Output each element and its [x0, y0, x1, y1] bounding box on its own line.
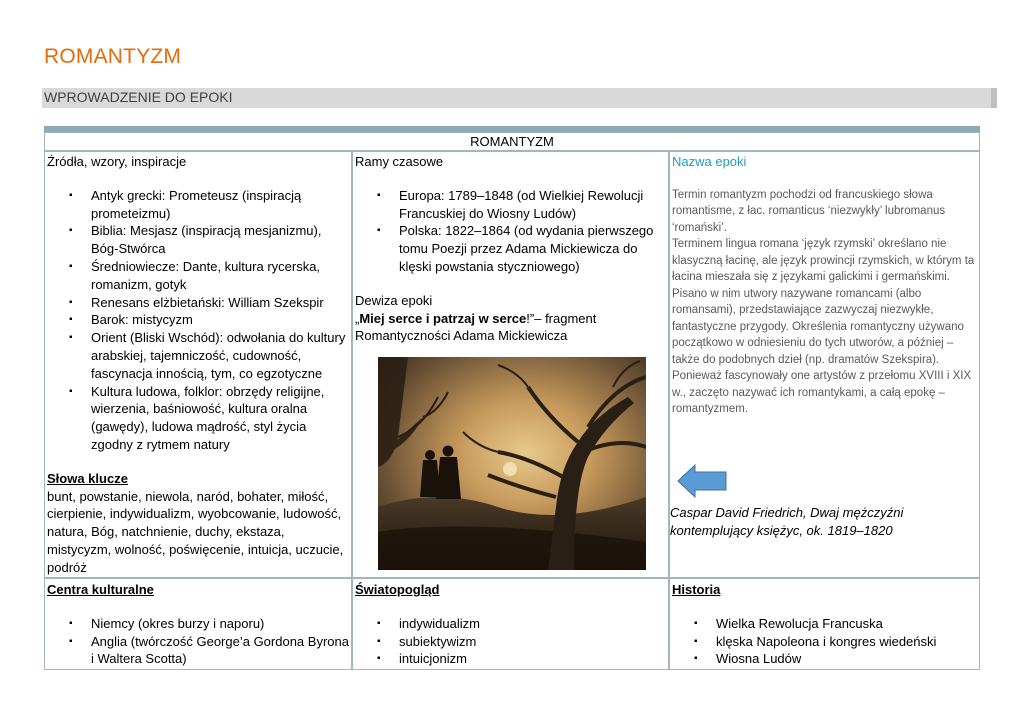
- subtitle-bar-edge: [991, 88, 997, 108]
- sources-list: [47, 187, 349, 454]
- list-item: ▪ Barok: mistycyzm: [47, 311, 349, 329]
- history-heading: Historia: [672, 582, 721, 597]
- list-item: ▪ intuicjonizm: [355, 650, 666, 668]
- left-arrow-icon: [677, 464, 727, 498]
- list-item: ▪ Anglia (twórczość George’a Gordona Byrona i Waltera Scotta): [47, 633, 349, 669]
- list-item: ▪ Wielka Rewolucja Francuska: [672, 615, 977, 633]
- cultural-centres-list: [47, 615, 349, 668]
- table-header: ROMANTYZM: [44, 132, 980, 152]
- keywords-heading: Słowa klucze: [47, 470, 128, 486]
- painting-caption: Caspar David Friedrich, Dwaj mężczyźni kontemplujący księżyc, ok. 1819–1820: [670, 505, 904, 538]
- list-item: ▪ Renesans elżbietański: William Szekspir: [47, 294, 349, 312]
- worldview-cell: [352, 578, 669, 670]
- cultural-centres-heading: Centra kulturalne: [47, 582, 154, 597]
- sources-cell: [44, 150, 352, 578]
- motto-text: [355, 310, 666, 346]
- document-title: ROMANTYZM: [44, 45, 182, 68]
- list-item: ▪ indywidualizm: [355, 615, 666, 633]
- timeframe-heading: Ramy czasowe: [355, 154, 444, 169]
- history-cell: [669, 578, 980, 670]
- list-item: ▪ Niemcy (okres burzy i naporu): [47, 615, 349, 633]
- list-item: ▪ Orient (Bliski Wschód): odwołania do kultury arabskiej, tajemniczość, cudowność, fascynacja innością, tym, co egzotyczne: [47, 329, 349, 382]
- worldview-heading: Światopogląd: [355, 582, 440, 597]
- painting-image: [378, 357, 646, 570]
- etymology-paragraph: Termin romantyzm pochodzi od francuskiego słowa romantisme, z łac. romanticus ‘niezwykły’ lubromanus ‘romański’.: [672, 188, 946, 234]
- list-item: ▪ Polska: 1822–1864 (od wydania pierwszego tomu Poezji przez Adama Mickiewicza do klęski powstania styczniowego): [355, 222, 666, 275]
- subtitle-bar: [42, 88, 997, 108]
- list-item: ▪ subiektywizm: [355, 633, 666, 651]
- history-list: [672, 615, 977, 668]
- list-item: ▪ Kultura ludowa, folklor: obrzędy religijne, wierzenia, baśniowość, kultura oralna (gawędy), ludowa mądrość, styl życia zgodny z rytmem natury: [47, 383, 349, 454]
- motto-label: Dewiza epoki: [355, 292, 433, 308]
- history-paragraph: Terminem lingua romana ‘język rzymski’ określano nie klasyczną łacinę, ale język prowincji rzymskich, w którym ta łacina mieszała się z językami galickimi i germańskimi. Pisano w nim utwory nazywane romancami (albo romansami), przedstawiające zazwyczaj niezwykłe, fantastyczne przygody. Określenia romantyczny używano początkowo w odniesieniu do tych utworów, a później – także do podobnych dzieł (np. dramatów Szekspira). Ponieważ fascynowały one artystów z przełomu XVIII i XIX w., zaczęto nazywać ich romantykami, a całą epokę – romantyzmem.: [672, 238, 975, 416]
- list-item: ▪ Antyk grecki: Prometeusz (inspiracją prometeizmu): [47, 187, 349, 223]
- epoch-name-heading: Nazwa epoki: [672, 154, 747, 169]
- timeframe-list: [355, 187, 666, 276]
- subtitle-text: WPROWADZENIE DO EPOKI: [44, 89, 233, 105]
- motto-bold: Miej serce i patrzaj w serce: [359, 310, 527, 326]
- motto-quote-open: „: [355, 310, 360, 326]
- list-item: ▪ Średniowiecze: Dante, kultura rycerska, romanizm, gotyk: [47, 258, 349, 294]
- list-item: ▪ Wiosna Ludów: [672, 650, 977, 668]
- list-item: ▪ Biblia: Mesjasz (inspiracją mesjanizmu), Bóg-Stwórca: [47, 222, 349, 258]
- worldview-list: [355, 615, 666, 668]
- keywords-text: bunt, powstanie, niewola, naród, bohater, miłość, cierpienie, indywidualizm, wyobcowanie, ludowość, natura, Bóg, natchnienie, duchy, ekstaza, mistycyzm, wolność, poświęcenie, intuicja, uczucie, podróż: [47, 488, 344, 575]
- sources-heading: Źródła, wzory, inspiracje: [47, 154, 187, 169]
- list-item: ▪ Europa: 1789–1848 (od Wielkiej Rewolucji Francuskiej do Wiosny Ludów): [355, 187, 666, 223]
- motto-rest: !”– fragment Romantyczności Adama Mickiewicza: [355, 310, 597, 344]
- list-item: ▪ klęska Napoleona i kongres wiedeński: [672, 633, 977, 651]
- cultural-centres-cell: [44, 578, 352, 670]
